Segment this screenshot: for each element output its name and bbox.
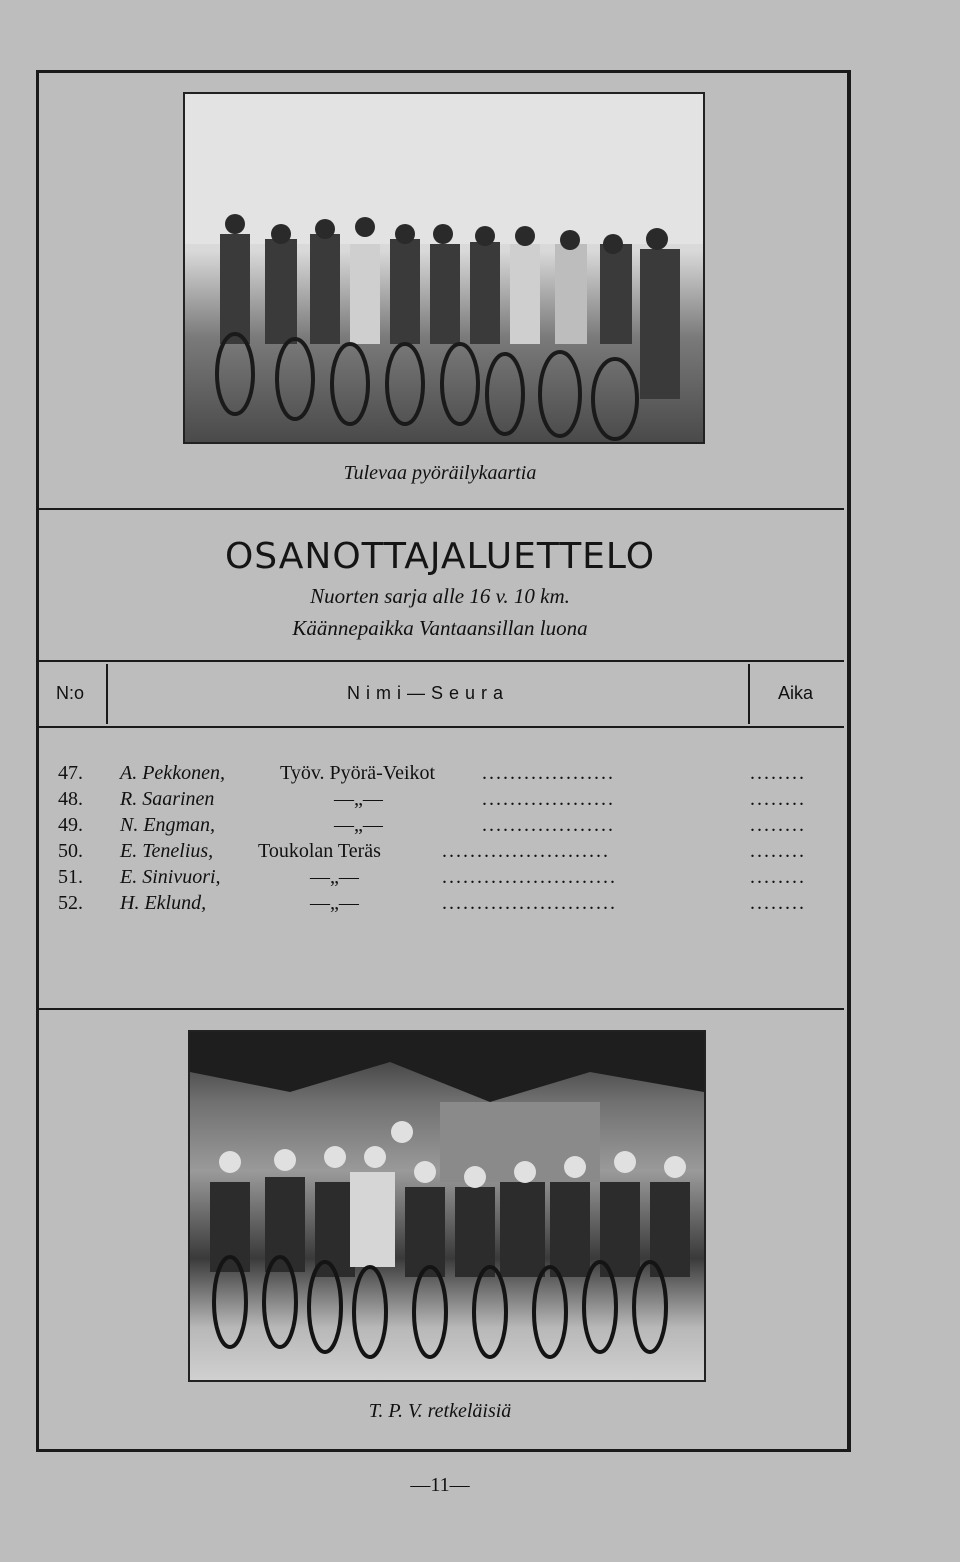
participant-row <box>58 786 840 812</box>
photo-club-trip <box>188 1030 706 1382</box>
participant-row <box>58 838 840 864</box>
participant-club: —„— <box>334 788 383 810</box>
participant-club: —„— <box>334 814 383 836</box>
photo-young-cyclists <box>183 92 705 444</box>
divider-bottom <box>38 1008 844 1010</box>
photo-bottom-caption: T. P. V. retkeläisiä <box>368 1400 512 1422</box>
col-header-number: N:o <box>56 683 85 703</box>
name-leader-dots: ................... <box>482 788 615 810</box>
divider-top <box>38 508 844 510</box>
time-leader-dots: ........ <box>750 814 806 836</box>
table-header-top-rule <box>38 660 844 662</box>
participant-name: E. Tenelius, <box>120 840 214 862</box>
name-leader-dots: ................... <box>482 814 615 836</box>
col-header-name-club: Nimi—Seura <box>346 683 510 703</box>
participant-name: E. Sinivuori, <box>120 866 221 888</box>
participant-club: —„— <box>310 866 359 888</box>
table-header-bottom-rule <box>38 726 844 728</box>
participant-list <box>58 760 840 916</box>
participant-row <box>58 890 840 916</box>
col-header-time: Aika <box>778 683 814 703</box>
participant-name: A. Pekkonen, <box>120 762 225 784</box>
time-leader-dots: ........ <box>750 866 806 888</box>
participant-name: N. Engman, <box>120 814 215 836</box>
time-leader-dots: ........ <box>750 892 806 914</box>
time-leader-dots: ........ <box>750 840 806 862</box>
name-leader-dots: ........................ <box>442 840 610 862</box>
row-number: 50. <box>58 840 83 862</box>
participant-row <box>58 812 840 838</box>
photo-top-caption: Tulevaa pyöräilykaartia <box>343 462 537 484</box>
name-leader-dots: ......................... <box>442 892 617 914</box>
participant-club: Toukolan Teräs <box>258 840 381 862</box>
turning-point-subtitle: Käännepaikka Vantaansillan luona <box>292 616 588 640</box>
row-number: 49. <box>58 814 83 836</box>
row-number: 52. <box>58 892 83 914</box>
series-subtitle: Nuorten sarja alle 16 v. 10 km. <box>310 584 570 608</box>
page-number: —11— <box>410 1474 470 1496</box>
time-leader-dots: ........ <box>750 762 806 784</box>
time-leader-dots: ........ <box>750 788 806 810</box>
name-leader-dots: ......................... <box>442 866 617 888</box>
participant-club: Työv. Pyörä-Veikot <box>280 762 436 784</box>
participant-name: H. Eklund, <box>120 892 207 914</box>
row-number: 47. <box>58 762 83 784</box>
row-number: 48. <box>58 788 83 810</box>
participant-club: —„— <box>310 892 359 914</box>
participant-row <box>58 760 840 786</box>
participant-row <box>58 864 840 890</box>
row-number: 51. <box>58 866 83 888</box>
participant-name: R. Saarinen <box>120 788 215 810</box>
name-leader-dots: ................... <box>482 762 615 784</box>
list-title: OSANOTTAJALUETTELO <box>224 536 656 577</box>
